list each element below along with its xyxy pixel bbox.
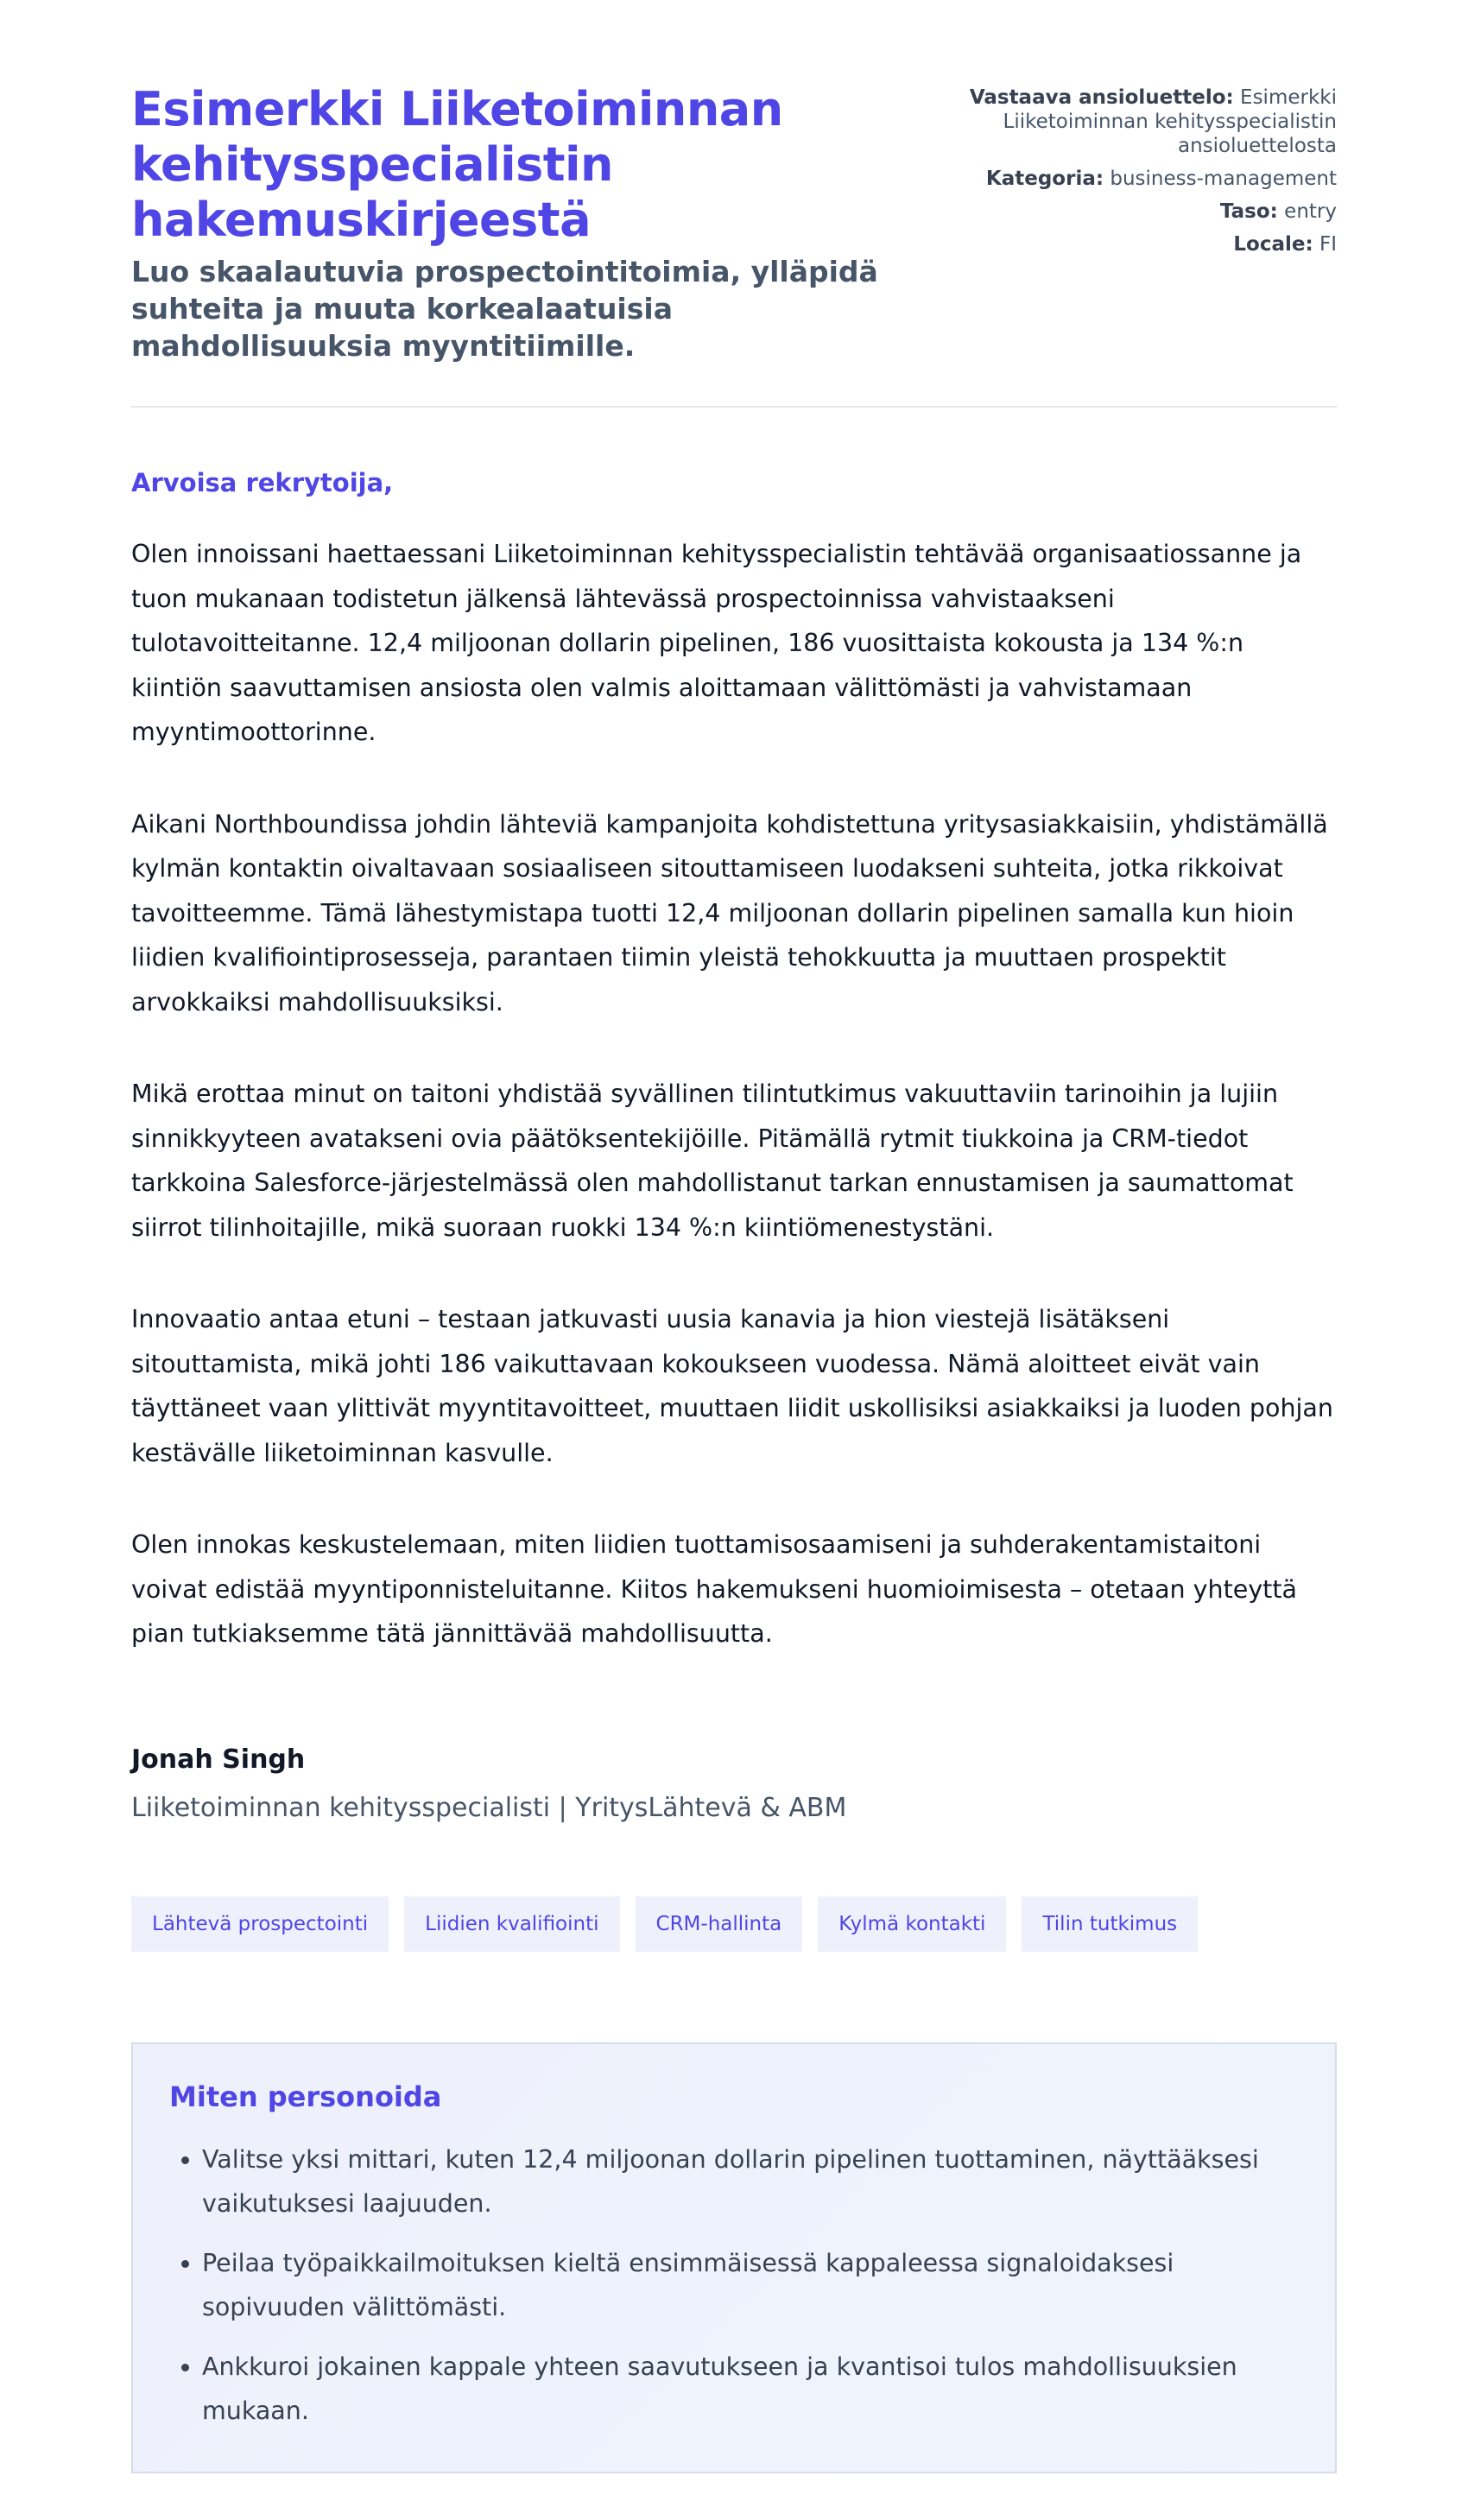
letter-paragraph: Mikä erottaa minut on taitoni yhdistää syvällinen tilintutkimus vakuuttaviin tarinoihin ja lujiin sinnikkyyteen avatakseni ovia päätöksentekijöille. Pitämällä rytmit tiukkoina ja CRM-tiedot tarkkoina Salesforce-järjestelmässä olen mahdollistanut tarkan ennustamisen ja saumattomat siirrot tilinhoitajille, mikä suoraan ruokki 134 %:n kiintiömenestystäni.: [131, 1080, 1294, 1242]
tip-item: • Valitse yksi mittari, kuten 12,4 miljoonan dollarin pipelinen tuottaminen, näyttääksesi vaikutuksesi laajuuden.: [202, 2137, 1299, 2226]
skill-tag: Lähtevä prospectointi: [131, 1896, 389, 1952]
letter-paragraph: Innovaatio antaa etuni – testaan jatkuvasti uusia kanavia ja hion viestejä lisätäkseni sitouttamista, mikä johti 186 vaikuttavaan kokoukseen vuodessa. Nämä aloitteet eivät vain täyttäneet vaan ylittivät myyntitavoitteet, muuttaen liidit uskollisiksi asiakkaiksi ja luoden pohjan kestävälle liiketoiminnan kasvulle.: [131, 1305, 1333, 1467]
meta-resume: [957, 85, 1337, 158]
signature-role: Liiketoiminnan kehitysspecialisti | YritysLähtevä & ABM: [131, 1792, 847, 1823]
header-titles: [131, 82, 908, 364]
letter-paragraph: Olen innokas keskustelemaan, miten liidien tuottamisosaamiseni ja suhderakentamistaitoni voivat edistää myyntiponnisteluitanne. Kiitos hakemukseni huomioimisesta – otetaan yhteyttä pian tutkiaksemme tätä jännittävää mahdollisuutta.: [131, 1530, 1297, 1648]
meta-level-value: entry: [1284, 200, 1337, 223]
meta-panel: [957, 82, 1337, 265]
page-subtitle: Luo skaalautuvia prospectointitoimia, ylläpidä suhteita ja muuta korkealaatuisia mahdollisuuksia myyntitiimille.: [131, 255, 878, 363]
skill-tag: CRM-hallinta: [636, 1896, 803, 1952]
page-title: Esimerkki Liiketoiminnan kehitysspecialistin hakemuskirjeestä: [131, 82, 783, 247]
skill-tag: Kylmä kontakti: [818, 1896, 1006, 1952]
tip-item: • Ankkuroi jokainen kappale yhteen saavutukseen ja kvantisoi tulos mahdollisuuksien mukaan.: [202, 2345, 1299, 2434]
meta-locale-label: Locale:: [1233, 233, 1313, 256]
meta-locale: [957, 232, 1337, 256]
meta-resume-value: Esimerkki Liiketoiminnan kehitysspecialistin ansioluettelosta: [1003, 86, 1337, 157]
letter-paragraph: Aikani Northboundissa johdin lähteviä kampanjoita kohdistettuna yritysasiakkaisiin, yhdistämällä kylmän kontaktin oivaltavaan sosiaaliseen sitouttamiseen luodakseni suhteita, jotka rikkoivat tavoitteemme. Tämä lähestymistapa tuotti 12,4 miljoonan dollarin pipelinen samalla kun hioin liidien kvalifiointiprosesseja, parantaen tiimin yleistä tehokkuutta ja muuttaen prospektit arvokkaiksi mahdollisuuksiksi.: [131, 809, 1328, 1016]
meta-category: [957, 167, 1337, 191]
meta-level: [957, 199, 1337, 224]
meta-level-label: Taso:: [1219, 200, 1278, 223]
letter-body: [131, 466, 1337, 1826]
page-header: [131, 82, 1337, 408]
signature-name: Jonah Singh: [131, 1744, 306, 1775]
meta-locale-value: FI: [1319, 233, 1337, 256]
skill-tag: Tilin tutkimus: [1022, 1896, 1198, 1952]
meta-category-label: Kategoria:: [985, 168, 1104, 190]
meta-resume-label: Vastaava ansioluettelo:: [969, 86, 1234, 109]
personalization-tips: [131, 2042, 1337, 2473]
skill-tag: Liidien kvalifiointi: [404, 1896, 619, 1952]
skill-tags: [131, 1896, 1337, 1952]
tips-title: Miten personoida: [169, 2080, 442, 2113]
tips-list: [169, 2137, 1299, 2434]
salutation: Arvoisa rekrytoija,: [131, 468, 394, 497]
tip-item: • Peilaa työpaikkailmoituksen kieltä ensimmäisessä kappaleessa signaloidaksesi sopivuuden välittömästi.: [202, 2241, 1299, 2330]
meta-category-value: business-management: [1110, 168, 1337, 190]
letter-paragraph: Olen innoissani haettaessani Liiketoiminnan kehitysspecialistin tehtävää organisaatiossanne ja tuon mukanaan todistetun jälkensä lähtevässä prospectoinnissa vahvistaakseni tulotavoitteitanne. 12,4 miljoonan dollarin pipelinen, 186 vuosittaista kokousta ja 134 %:n kiintiön saavuttamisen ansiosta olen valmis aloittamaan välittömästi ja vahvistamaan myyntimoottorinne.: [131, 540, 1302, 746]
